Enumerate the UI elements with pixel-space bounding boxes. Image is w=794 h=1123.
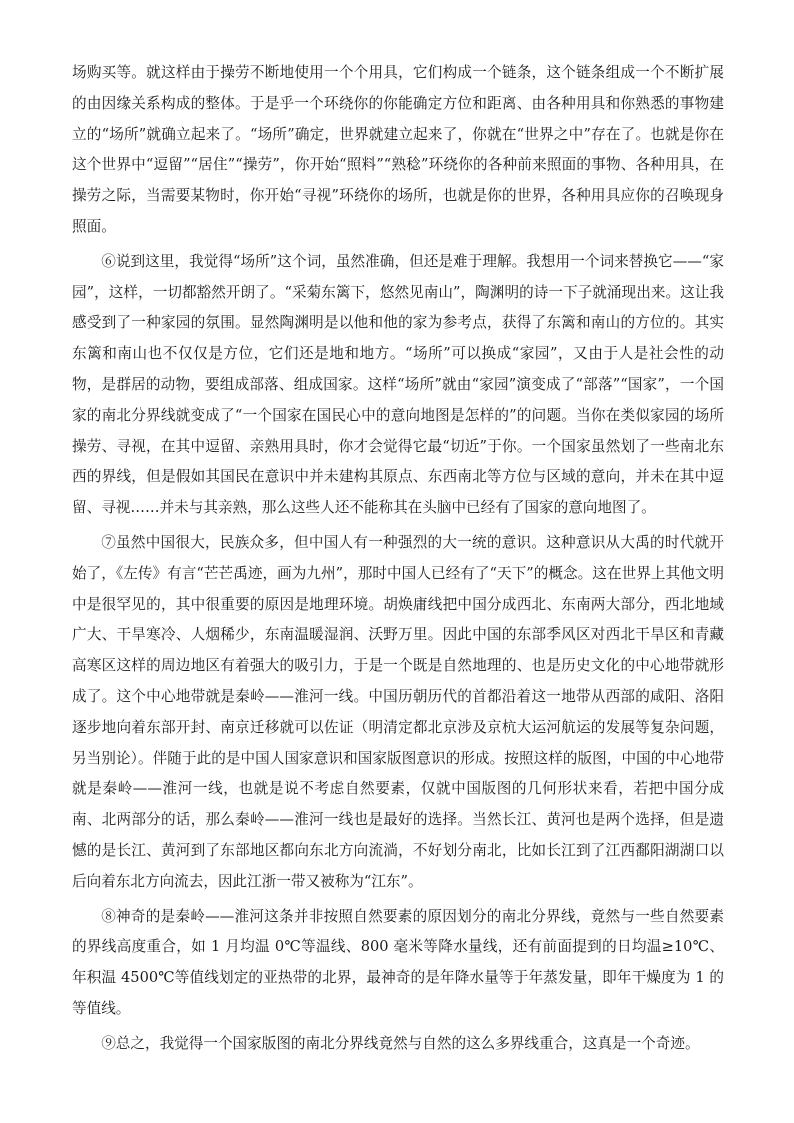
paragraph-5-continued: 场购买等。就这样由于操劳不断地使用一个个用具，它们构成一个链条，这个链条组成一个不断扩展的由因缘关系构成的整体。于是乎一个环绕你的你能确定方位和距离、由各种用具和你熟悉的事物建立的“场所”就确立起来了。“场所”确定，世界就建立起来了，你就在“世界之中”存在了。也就是你在这个世界中“逗留”“居住”“操劳”，你开始“照料”“熟稔”环绕你的各种前来照面的事物、各种用具，在操劳之际，当需要某物时，你开始“寻视”环绕你的场所，也就是你的世界，各种用具应你的召唤现身照面。 [72, 64, 724, 235]
paragraph-8: ⑧神奇的是秦岭——淮河这条并非按照自然要素的原因划分的南北分界线，竟然与一些自然要素的界线高度重合，如 1 月均温 0℃等温线、800 毫米等降水量线，还有前面提到的日均温≥10℃、年积温 4500℃等值线划定的亚热带的北界，最神奇的是年降水量等于年蒸发量，即年干燥度为 1 的等值线。 [72, 907, 724, 1017]
document-page [72, 58, 724, 1064]
paragraph-6: ⑥说到这里，我觉得“场所”这个词，虽然准确，但还是难于理解。我想用一个词来替换它——“家园”，这样，一切都豁然开朗了。“采菊东篱下，悠然见南山”，陶渊明的诗一下子就涌现出来。这让我感受到了一种家园的氛围。显然陶渊明是以他和他的家为参考点，获得了东篱和南山的方位的。其实东篱和南山也不仅仅是方位，它们还是地和地方。“场所”可以换成“家园”，又由于人是社会性的动物，是群居的动物，要组成部落、组成国家。这样“场所”就由“家园”演变成了“部落”“国家”，一个国家的南北分界线就变成了“一个国家在国民心中的意向地图是怎样的”的问题。当你在类似家园的场所操劳、寻视，在其中逗留、亲熟用具时，你才会觉得它最“切近”于你。一个国家虽然划了一些南北东西的界线，但是假如其国民在意识中并未建构其原点、东西南北等方位与区域的意向，并未在其中逗留、寻视……并未与其亲熟，那么这些人还不能称其在头脑中已经有了国家的意向地图了。 [72, 252, 724, 517]
paragraph-7: ⑦虽然中国很大，民族众多，但中国人有一种强烈的大一统的意识。这种意识从大禹的时代就开始了，《左传》有言“芒芒禹迹，画为九州”，那时中国人已经有了“天下”的概念。这在世界上其他文明中是很罕见的，其中很重要的原因是地理环境。胡焕庸线把中国分成西北、东南两大部分，西北地域广大、干旱寒冷、人烟稀少，东南温暖湿润、沃野万里。因此中国的东部季风区对西北干旱区和青藏高寒区这样的周边地区有着强大的吸引力，于是一个既是自然地理的、也是历史文化的中心地带就形成了。这个中心地带就是秦岭——淮河一线。中国历朝历代的首都沿着这一地带从西部的咸阳、洛阳逐步地向着东部开封、南京迁移就可以佐证（明清定都北京涉及京杭大运河航运的发展等复杂问题，另当别论）。伴随于此的是中国人国家意识和国家版图意识的形成。按照这样的版图，中国的中心地带就是秦岭——淮河一线，也就是说不考虑自然要素，仅就中国版图的几何形状来看，若把中国分成南、北两部分的话，那么秦岭——淮河一线也是最好的选择。当然长江、黄河也是两个选择，但是遗憾的是长江、黄河到了东部地区都向东北方向流淌，不好划分南北，比如长江到了江西鄱阳湖湖口以后向着东北方向流去，因此江浙一带又被称为“江东”。 [72, 533, 724, 890]
paragraph-9: ⑨总之，我觉得一个国家版图的南北分界线竟然与自然的这么多界线重合，这真是一个奇迹。 [101, 1034, 700, 1052]
